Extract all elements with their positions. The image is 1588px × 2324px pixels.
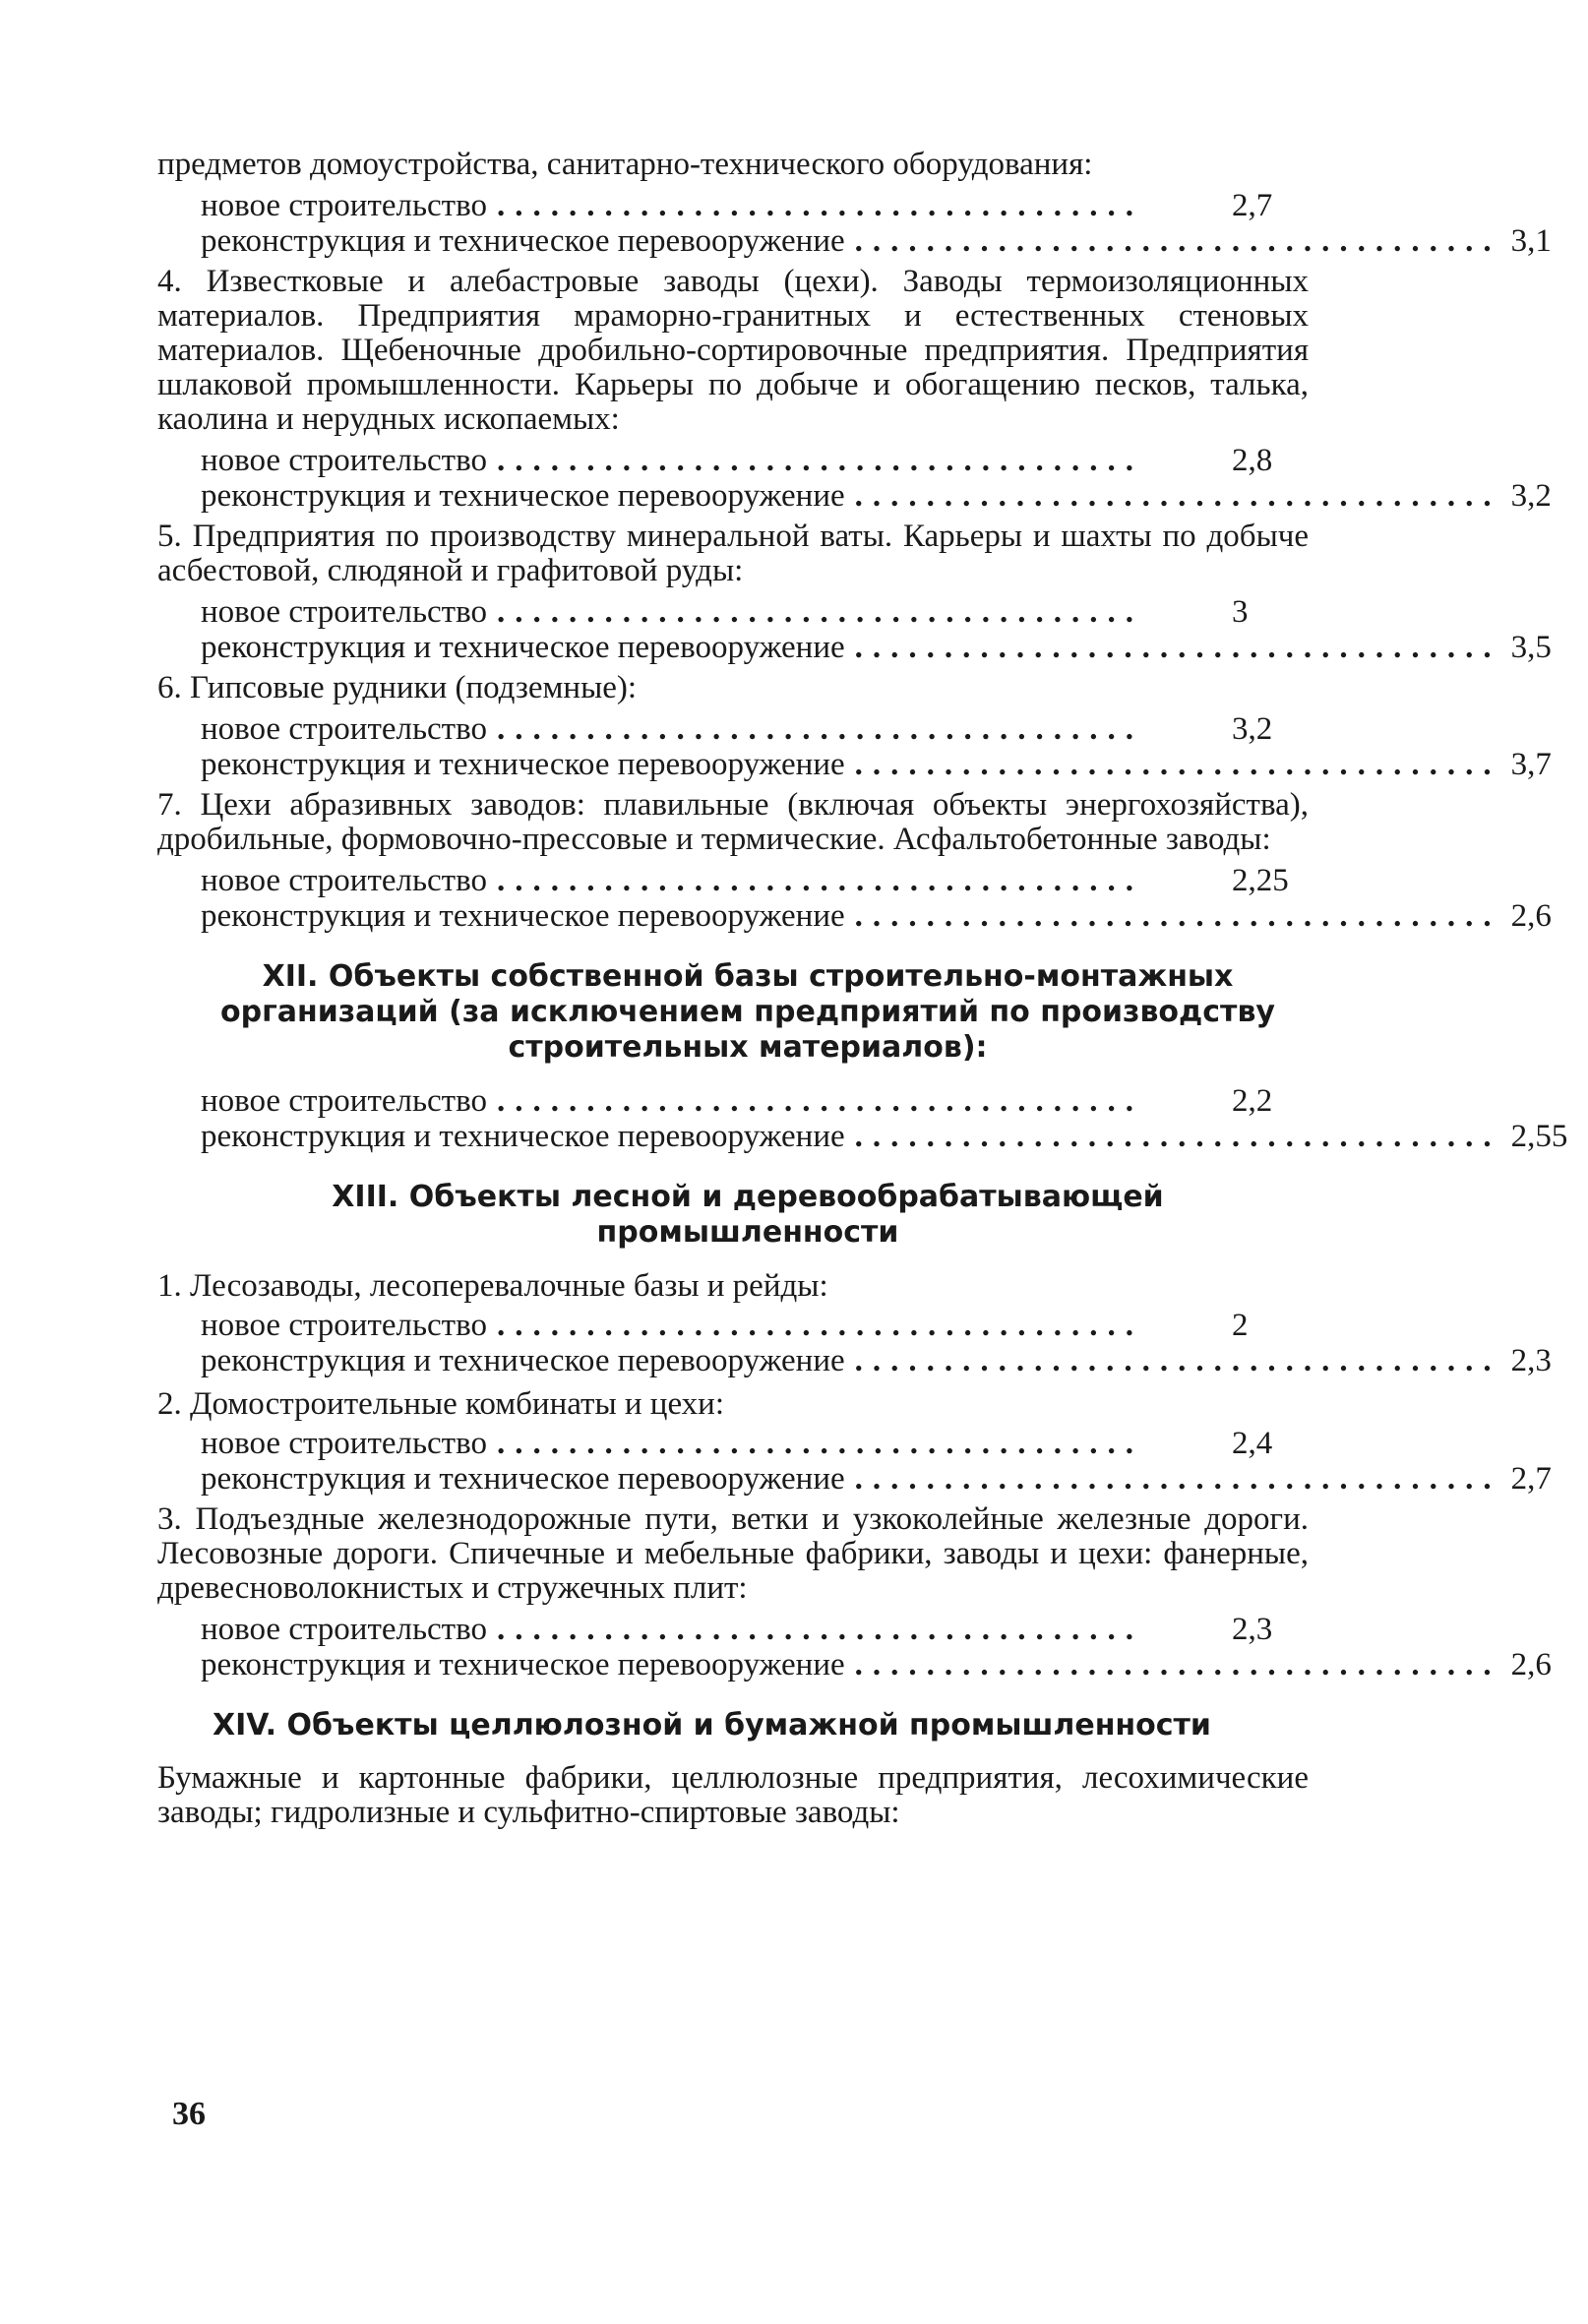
- row-value: 2,3: [1510, 1343, 1552, 1378]
- row-label: новое строительство: [201, 443, 487, 478]
- row-value: 3,1: [1510, 223, 1552, 259]
- leader-dots: ....................................: [496, 1426, 1143, 1461]
- leader-dots: ....................................: [496, 443, 1143, 478]
- row-value: 2,4: [1232, 1426, 1273, 1461]
- row-value: 2,25: [1232, 863, 1289, 898]
- row-value: 2,2: [1232, 1083, 1273, 1119]
- row-value: 3,2: [1232, 711, 1273, 747]
- row-value: 3: [1232, 594, 1249, 630]
- section-xiii-heading: XIII. Объекты лесной и деревообрабатывающей промышленности: [332, 1180, 1164, 1250]
- row-value: 2,3: [1232, 1612, 1273, 1647]
- row-label: новое строительство: [201, 594, 487, 630]
- leader-dots: ....................................: [854, 1119, 1501, 1154]
- xiii-item-3-values: [157, 1612, 1552, 1682]
- leader-dots: ....................................: [854, 478, 1501, 514]
- row-label: новое строительство: [201, 188, 487, 223]
- item-6-text: 6. Гипсовые рудники (подземные):: [157, 670, 638, 705]
- value-row-new: [157, 1308, 1309, 1343]
- page-content: [157, 147, 1568, 1836]
- row-label: реконструкция и техническое перевооружение: [201, 1647, 845, 1682]
- item-5-text: 5. Предприятия по производству минеральной ваты. Карьеры и шахты по добыче асбестовой, слюдяной и графитовой руды:: [157, 519, 1309, 588]
- leader-dots: ....................................: [496, 711, 1143, 747]
- row-value: 2,7: [1510, 1461, 1552, 1497]
- section-xii-heading: XII. Объекты собственной базы строительно-монтажных организаций (за исключением предприятий по производству строительных материалов):: [219, 959, 1275, 1065]
- item-7-text: 7. Цехи абразивных заводов: плавильные (включая объекты энергохозяйства), дробильные, формовочно-прессовые и термические. Асфальтобетонные заводы:: [157, 787, 1309, 857]
- leader-dots: ....................................: [496, 1308, 1143, 1343]
- leader-dots: ....................................: [854, 898, 1501, 934]
- leader-dots: ....................................: [496, 863, 1143, 898]
- item-4-text: 4. Известковые и алебастровые заводы (цехи). Заводы термоизоляционных материалов. Предприятия мраморно-гранитных и естественных стеновых материалов. Щебеночные дробильно-сортировочные предприятия. Предприятия шлаковой промышленности. Карьеры по добыче и обогащению песков, талька, каолина и нерудных ископаемых:: [157, 264, 1309, 437]
- leader-dots: ....................................: [854, 630, 1501, 665]
- xiii-item-2-text: 2. Домостроительные комбинаты и цехи:: [157, 1386, 725, 1422]
- value-row-recon: [157, 1461, 1552, 1497]
- row-label: новое строительство: [201, 1083, 487, 1119]
- row-label: новое строительство: [201, 1426, 487, 1461]
- leader-dots: ....................................: [496, 1612, 1143, 1647]
- value-row-recon: [157, 1343, 1552, 1378]
- leader-dots: ....................................: [854, 1461, 1501, 1497]
- intro-values: [157, 188, 1552, 259]
- leader-dots: ....................................: [854, 1343, 1501, 1378]
- leader-dots: ....................................: [854, 223, 1501, 259]
- row-value: 2,8: [1232, 443, 1273, 478]
- section-xiv-heading: XIV. Объекты целлюлозной и бумажной промышленности: [213, 1708, 1211, 1743]
- value-row-new: [157, 188, 1309, 223]
- value-row-new: [157, 443, 1309, 478]
- row-value: 2,7: [1232, 188, 1273, 223]
- xiii-item-1-text: 1. Лесозаводы, лесоперевалочные базы и рейды:: [157, 1268, 828, 1304]
- value-row-new: [157, 711, 1309, 747]
- intro-paragraph: предметов домоустройства, санитарно-технического оборудования:: [157, 147, 1093, 182]
- row-value: 2: [1232, 1308, 1249, 1343]
- value-row-recon: [157, 630, 1552, 665]
- item-6-values: [157, 711, 1552, 782]
- row-label: новое строительство: [201, 1308, 487, 1343]
- row-label: реконструкция и техническое перевооружение: [201, 747, 845, 782]
- value-row-new: [157, 1426, 1309, 1461]
- row-value: 2,6: [1510, 898, 1552, 934]
- row-label: реконструкция и техническое перевооружение: [201, 478, 845, 514]
- row-label: реконструкция и техническое перевооружение: [201, 1343, 845, 1378]
- value-row-new: [157, 1612, 1309, 1647]
- leader-dots: ....................................: [854, 747, 1501, 782]
- value-row-recon: [157, 478, 1552, 514]
- leader-dots: ....................................: [496, 1083, 1143, 1119]
- section-xiv-text: Бумажные и картонные фабрики, целлюлозные предприятия, лесохимические заводы; гидролизные и сульфитно-спиртовые заводы:: [157, 1760, 1309, 1830]
- row-label: новое строительство: [201, 1612, 487, 1647]
- leader-dots: ....................................: [496, 188, 1143, 223]
- row-value: 3,2: [1510, 478, 1552, 514]
- value-row-recon: [157, 223, 1552, 259]
- section-xii-values: [157, 1083, 1568, 1154]
- row-label: реконструкция и техническое перевооружение: [201, 223, 845, 259]
- row-label: реконструкция и техническое перевооружение: [201, 898, 845, 934]
- value-row-new: [157, 863, 1309, 898]
- item-4-values: [157, 443, 1552, 514]
- value-row-recon: [157, 1647, 1552, 1682]
- row-label: реконструкция и техническое перевооружение: [201, 1461, 845, 1497]
- row-value: 3,7: [1510, 747, 1552, 782]
- xiii-item-1-values: [157, 1308, 1552, 1378]
- page-number: 36: [172, 2096, 206, 2132]
- row-label: новое строительство: [201, 863, 487, 898]
- value-row-recon: [157, 747, 1552, 782]
- item-5-values: [157, 594, 1552, 665]
- xiii-item-2-values: [157, 1426, 1552, 1497]
- value-row-new: [157, 1083, 1309, 1119]
- row-value: 2,55: [1510, 1119, 1568, 1154]
- row-value: 3,5: [1510, 630, 1552, 665]
- row-label: реконструкция и техническое перевооружение: [201, 1119, 845, 1154]
- leader-dots: ....................................: [496, 594, 1143, 630]
- xiii-item-3-text: 3. Подъездные железнодорожные пути, ветки и узкоколейные железные дороги. Лесовозные дороги. Спичечные и мебельные фабрики, заводы и цехи: фанерные, древесноволокнистых и стружечных плит:: [157, 1501, 1309, 1606]
- value-row-new: [157, 594, 1309, 630]
- row-label: новое строительство: [201, 711, 487, 747]
- leader-dots: ....................................: [854, 1647, 1501, 1682]
- value-row-recon: [157, 898, 1552, 934]
- value-row-recon: [157, 1119, 1568, 1154]
- row-label: реконструкция и техническое перевооружение: [201, 630, 845, 665]
- row-value: 2,6: [1510, 1647, 1552, 1682]
- item-7-values: [157, 863, 1552, 934]
